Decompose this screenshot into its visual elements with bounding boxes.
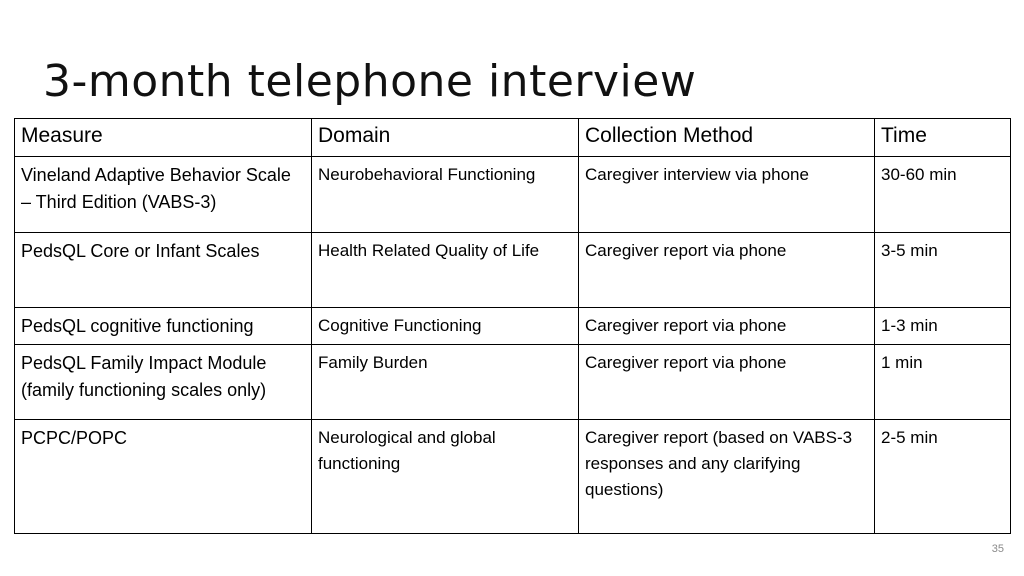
measures-table [14,118,1011,534]
table-row [15,345,1011,420]
measure-cell: PedsQL Family Impact Module (family functioning scales only) [15,345,312,420]
table-row [15,308,1011,345]
table-header-row [15,119,1011,157]
measure-cell: Vineland Adaptive Behavior Scale – Third Edition (VABS-3) [15,157,312,233]
domain-cell: Cognitive Functioning [312,308,579,345]
header-measure: Measure [15,119,312,157]
measure-cell: PedsQL cognitive functioning [15,308,312,345]
method-cell: Caregiver report via phone [579,308,875,345]
measure-cell: PCPC/POPC [15,420,312,534]
domain-cell: Neurological and global functioning [312,420,579,534]
method-cell: Caregiver report via phone [579,345,875,420]
table-row [15,420,1011,534]
domain-cell: Health Related Quality of Life [312,233,579,308]
slide-title: 3-month telephone interview [43,56,697,107]
method-cell: Caregiver report via phone [579,233,875,308]
time-cell: 30-60 min [875,157,1011,233]
time-cell: 1 min [875,345,1011,420]
table-row [15,157,1011,233]
header-time: Time [875,119,1011,157]
method-cell: Caregiver interview via phone [579,157,875,233]
domain-cell: Family Burden [312,345,579,420]
method-cell: Caregiver report (based on VABS-3 responses and any clarifying questions) [579,420,875,534]
time-cell: 2-5 min [875,420,1011,534]
measure-cell: PedsQL Core or Infant Scales [15,233,312,308]
header-domain: Domain [312,119,579,157]
time-cell: 1-3 min [875,308,1011,345]
header-collection-method: Collection Method [579,119,875,157]
domain-cell: Neurobehavioral Functioning [312,157,579,233]
table-row [15,233,1011,308]
time-cell: 3-5 min [875,233,1011,308]
page-number: 35 [991,543,1004,555]
